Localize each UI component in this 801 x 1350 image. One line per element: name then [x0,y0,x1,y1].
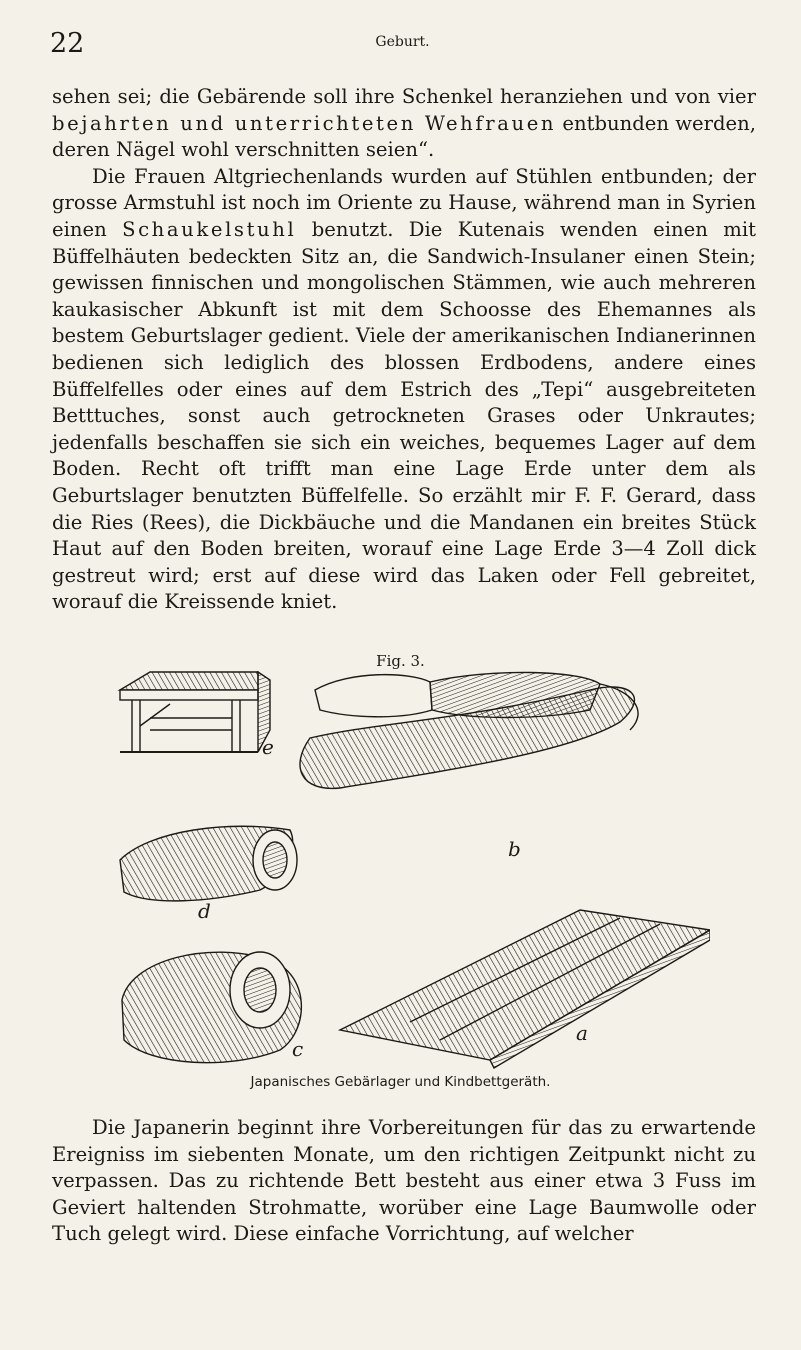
text-run: sehen sei; die Gebärende soll ihre Schenkel heranziehen und von vier [52,85,756,108]
figure-label: Fig. 3. [376,652,425,670]
spaced-emphasis: bejahrten und unterrichteten Wehfrauen [52,111,557,135]
page-header [50,28,755,68]
paragraph-continuation [52,84,756,164]
label-c: c [292,1037,304,1061]
text-run: entbunden werden, deren Nägel wohl verschnitten seien“. [52,111,756,162]
label-d: d [198,899,211,923]
running-title: Geburt. [375,34,430,50]
stand-drawing [120,672,270,752]
page-number: 22 [50,28,85,59]
mat-drawing [340,910,710,1068]
spaced-emphasis: Schaukelstuhl [122,217,297,241]
headrest-drawing [300,672,638,788]
label-b: b [508,837,521,861]
pillow-drawing [120,826,297,901]
label-e: e [262,735,274,759]
body-text-top [52,84,756,616]
body-text-bottom [52,1115,756,1248]
text-run: benutzt. Die Kutenais wenden einen mit Büffelhäuten bedeckten Sitz an, die Sandwich-Insulaner einen Stein; gewissen finnischen und mongolischen Stämmen, wie auch mehreren kaukasischer Abkunft ist mit dem Schoosse des Ehemannes als bestem Geburtslager gedient. Viele der amerikanischen Indianerinnen bedienen sich lediglich des blossen Erdbodens, andere eines Büffelfelles oder eines auf dem Estrich des „Tepi“ ausgebreiteten Betttuches, sonst auch getrockneten Grases oder Unkrautes; jedenfalls beschaffen sie sich ein weiches, bequemes Lager auf dem Boden. Recht oft trifft man eine Lage Erde unter dem als Geburtslager benutzten Büffelfelle. So erzählt mir F. F. Gerard, dass die Ries (Rees), die Dickbäuche und die Mandanen ein breites Stück Haut auf den Boden breiten, worauf eine Lage Erde 3—4 Zoll dick gestreut wird; erst auf diese wird das Laken oder Fell gebreitet, worauf die Kreissende kniet. [52,217,756,614]
figure-illustration [110,670,710,1070]
figure-caption: Japanisches Gebärlager und Kindbettgeräth. [250,1074,551,1090]
label-a: a [576,1021,588,1045]
text-run: Die Frauen Altgriechenlands wurden auf Stühlen entbunden; der grosse Armstuhl ist noch im Oriente zu Hause, während man in Syrien einen [52,164,756,241]
paragraph-japanese-birth: Die Japanerin beginnt ihre Vorbereitungen für das zu erwartende Ereigniss im siebenten Monate, um den richtigen Zeitpunkt nicht zu verpassen. Das zu richtende Bett besteht aus einer etwa 3 Fuss im Geviert haltenden Strohmatte, worüber eine Lage Baumwolle oder Tuch gelegt wird. Diese einfache Vorrichtung, auf welcher [52,1116,756,1246]
cushion-drawing [122,952,304,1063]
paragraph-birth-seats [52,164,756,616]
